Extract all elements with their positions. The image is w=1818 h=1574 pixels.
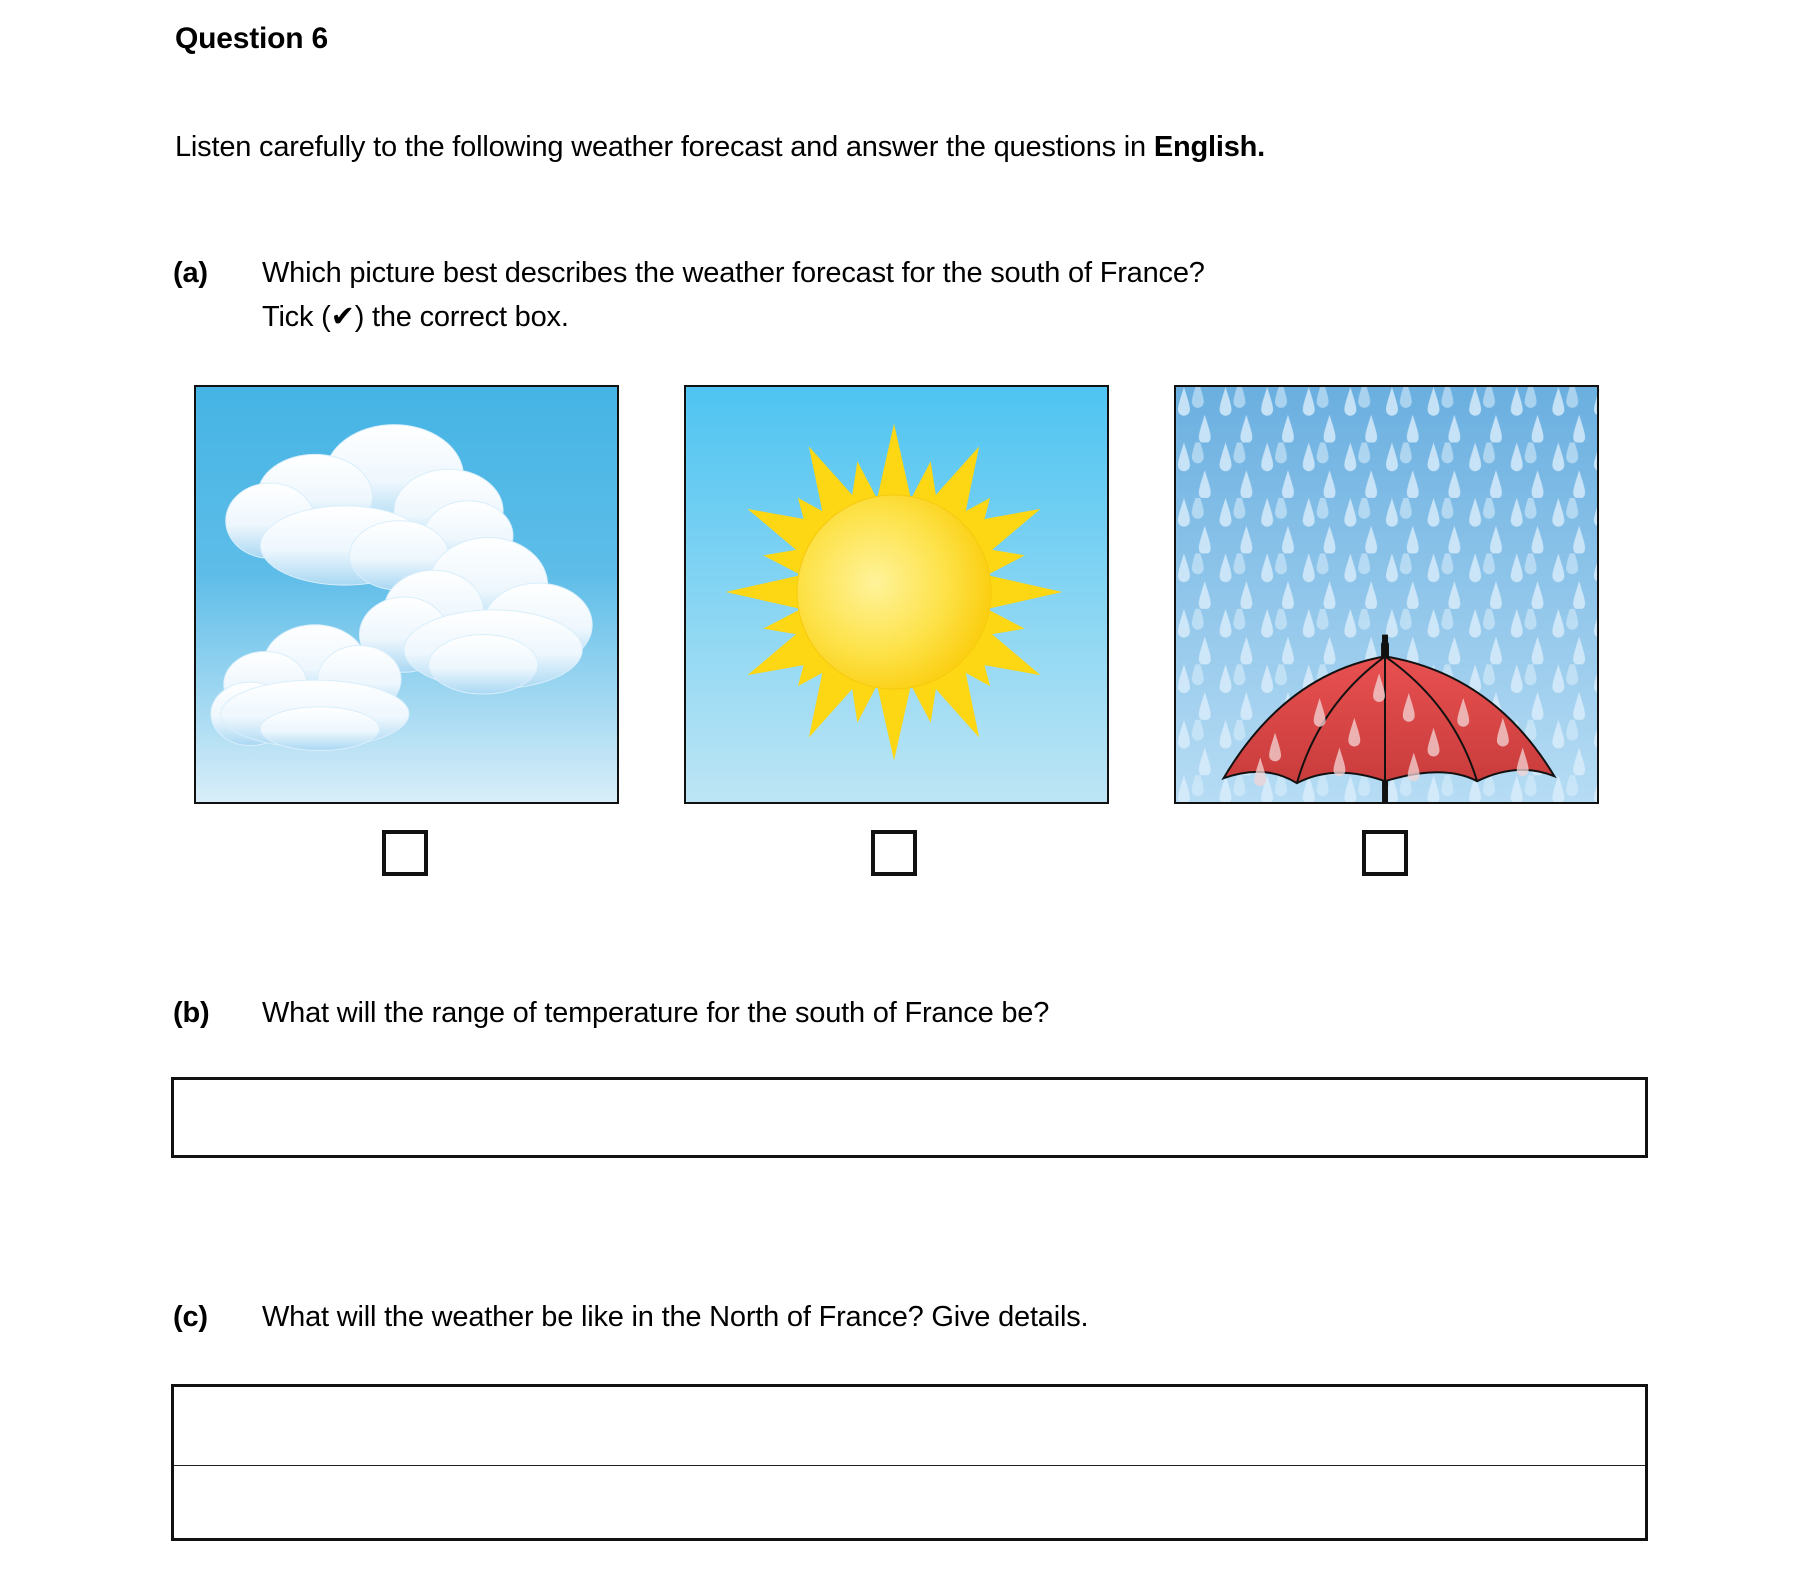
part-c-answer-line-2[interactable] (174, 1465, 1645, 1538)
umbrella-rain-icon (1176, 387, 1597, 802)
part-b-label: (b) (173, 997, 210, 1029)
part-b-answer-box[interactable] (171, 1077, 1648, 1158)
tickbox-sunny[interactable] (871, 830, 917, 876)
part-a-question: Which picture best describes the weather forecast for the south of France? (262, 257, 1205, 289)
clouds-icon (196, 387, 617, 802)
part-c-answer-box[interactable] (171, 1384, 1648, 1541)
tickbox-cloudy[interactable] (382, 830, 428, 876)
picture-rainy (1174, 385, 1599, 804)
part-a-label: (a) (173, 257, 208, 289)
instructions (175, 133, 1265, 162)
part-b-answer-line-1[interactable] (174, 1080, 1645, 1155)
instructions-text: Listen carefully to the following weather forecast and answer the questions in (175, 131, 1154, 163)
picture-sunny (684, 385, 1109, 804)
part-c-label: (c) (173, 1301, 208, 1333)
sun-icon (686, 387, 1107, 802)
part-b-question: What will the range of temperature for the south of France be? (262, 997, 1050, 1029)
part-a-instruction: Tick (✔) the correct box. (262, 301, 569, 333)
question-title: Question 6 (175, 22, 329, 55)
tickbox-rainy[interactable] (1362, 830, 1408, 876)
picture-cloudy (194, 385, 619, 804)
part-c-question: What will the weather be like in the North of France? Give details. (262, 1301, 1089, 1333)
part-c-answer-line-1[interactable] (174, 1387, 1645, 1465)
instructions-language: English. (1153, 131, 1266, 163)
